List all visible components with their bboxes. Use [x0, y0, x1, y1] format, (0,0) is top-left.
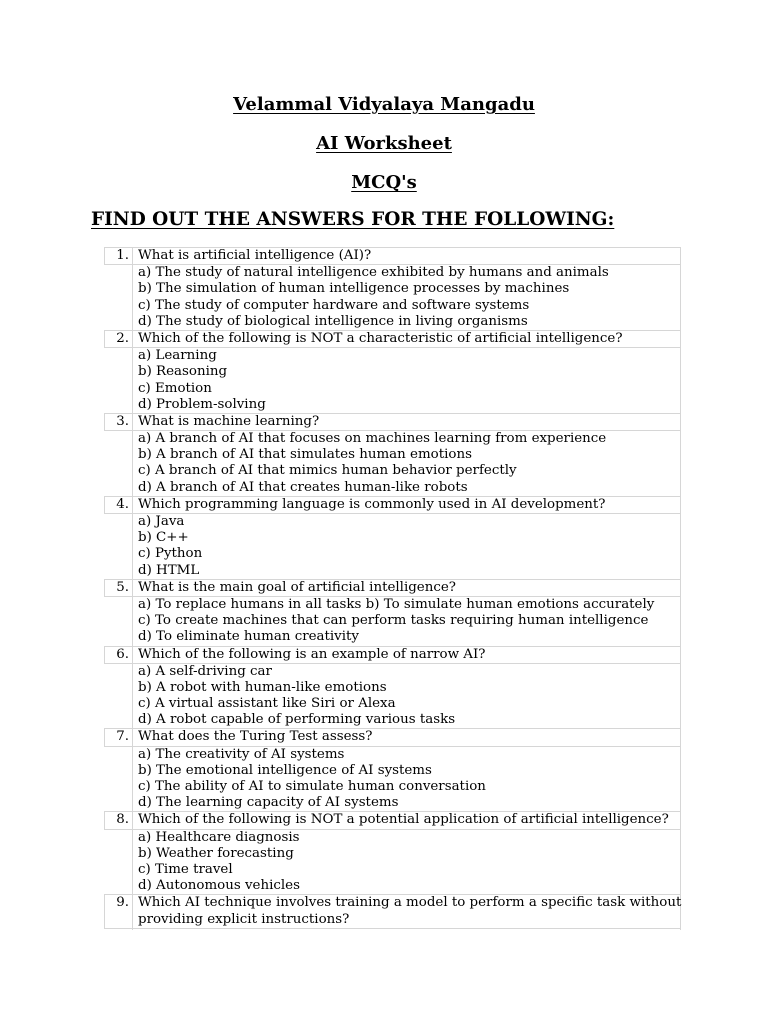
question-text-line: Which AI technique involves training a model to perform a specific task without — [138, 895, 682, 911]
question-text — [133, 729, 681, 746]
answer-option: a) A branch of AI that focuses on machines learning from experience — [138, 431, 607, 447]
questions-table — [104, 247, 681, 946]
answer-options — [133, 663, 681, 729]
options-row — [105, 663, 681, 729]
question-number-label: 8. — [116, 812, 129, 828]
answer-option: c) To create machines that can perform tasks requiring human intelligence — [138, 613, 649, 629]
question-row — [105, 248, 681, 265]
question-text — [133, 895, 681, 928]
question-row — [105, 413, 681, 430]
section-title: MCQ's — [351, 172, 417, 193]
question-row — [105, 729, 681, 746]
answer-option: d) Autonomous vehicles — [138, 878, 300, 894]
options-spacer — [105, 596, 133, 646]
question-row — [105, 812, 681, 829]
question-text-line: What is machine learning? — [138, 413, 320, 429]
answer-option: b) A branch of AI that simulates human emotions — [138, 447, 472, 463]
question-text — [133, 812, 681, 829]
question-number — [105, 895, 133, 928]
answer-option: a) A self-driving car — [138, 663, 272, 679]
question-text-line: providing explicit instructions? — [138, 911, 350, 927]
question-text-line: What is artificial intelligence (AI)? — [138, 248, 372, 263]
question-number — [105, 496, 133, 513]
question-number-label: 2. — [116, 330, 129, 346]
answer-option: d) Problem-solving — [138, 396, 266, 412]
answer-option: b) The emotional intelligence of AI systems — [138, 762, 432, 778]
worksheet-title: AI Worksheet — [316, 133, 452, 154]
options-spacer — [105, 431, 133, 497]
options-row — [105, 265, 681, 331]
options-row — [105, 829, 681, 895]
instruction-heading: FIND OUT THE ANSWERS FOR THE FOLLOWING: — [91, 209, 615, 230]
answer-option: c) Emotion — [138, 380, 212, 396]
question-text-line: Which of the following is an example of narrow AI? — [138, 646, 486, 662]
answer-option: c) The ability of AI to simulate human conversation — [138, 779, 486, 794]
answer-options — [133, 746, 681, 812]
question-number — [105, 330, 133, 347]
answer-option: a) The study of natural intelligence exhibited by humans and animals — [138, 265, 609, 281]
answer-option: a) Learning — [138, 348, 217, 364]
options-row — [105, 596, 681, 646]
question-text-line: Which of the following is NOT a potential application of artificial intelligence? — [138, 812, 669, 828]
question-number-label: 1. — [116, 248, 129, 263]
question-number — [105, 812, 133, 829]
question-number-label: 6. — [116, 646, 129, 662]
options-row — [105, 746, 681, 812]
question-text — [133, 496, 681, 513]
question-number-label: 9. — [116, 895, 129, 911]
options-row — [105, 431, 681, 497]
question-text-line: Which of the following is NOT a characteristic of artificial intelligence? — [138, 330, 623, 346]
question-text-line: What is the main goal of artificial intelligence? — [138, 579, 456, 595]
question-number-label: 5. — [116, 579, 129, 595]
options-spacer — [105, 265, 133, 331]
question-row — [105, 646, 681, 663]
question-text — [133, 330, 681, 347]
answer-options — [133, 431, 681, 497]
question-number — [105, 729, 133, 746]
options-spacer — [105, 829, 133, 895]
options-spacer — [105, 663, 133, 729]
question-number-label: 3. — [116, 413, 129, 429]
question-number — [105, 646, 133, 663]
answer-option: d) The study of biological intelligence in living organisms — [138, 313, 528, 329]
question-row — [105, 496, 681, 513]
answer-option: d) The learning capacity of AI systems — [138, 795, 399, 811]
answer-options — [133, 829, 681, 895]
answer-option: a) The creativity of AI systems — [138, 746, 345, 762]
answer-option: c) A branch of AI that mimics human behavior perfectly — [138, 463, 517, 479]
answer-option: a) Healthcare diagnosis — [138, 829, 300, 845]
question-number-label: 4. — [116, 496, 129, 512]
answer-option: c) Time travel — [138, 861, 233, 877]
answer-option: a) Java — [138, 514, 185, 529]
answer-options — [133, 514, 681, 580]
question-row — [105, 895, 681, 928]
answer-options — [133, 348, 681, 414]
answer-option: b) Weather forecasting — [138, 845, 294, 861]
question-number — [105, 579, 133, 596]
question-text — [133, 579, 681, 596]
answer-option: c) Python — [138, 546, 203, 562]
answer-option: d) A robot capable of performing various tasks — [138, 712, 456, 728]
options-row — [105, 514, 681, 580]
question-text — [133, 248, 681, 265]
answer-option: b) The simulation of human intelligence processes by machines — [138, 281, 570, 297]
question-text — [133, 413, 681, 430]
question-text-line: Which programming language is commonly used in AI development? — [138, 496, 606, 512]
page-bottom-margin — [0, 930, 768, 1024]
options-spacer — [105, 746, 133, 812]
options-spacer — [105, 514, 133, 580]
answer-option: a) To replace humans in all tasks b) To simulate human emotions accurately — [138, 596, 655, 612]
question-number — [105, 248, 133, 265]
question-number-label: 7. — [116, 729, 129, 745]
question-text — [133, 646, 681, 663]
answer-options — [133, 265, 681, 331]
question-text-line: What does the Turing Test assess? — [138, 729, 373, 745]
answer-option: d) A branch of AI that creates human-like robots — [138, 479, 468, 495]
question-row — [105, 330, 681, 347]
options-spacer — [105, 348, 133, 414]
answer-option: c) A virtual assistant like Siri or Alexa — [138, 696, 396, 712]
answer-option: b) C++ — [138, 530, 189, 546]
answer-option: d) HTML — [138, 562, 200, 578]
question-row — [105, 579, 681, 596]
school-name: Velammal Vidyalaya Mangadu — [233, 94, 535, 115]
answer-option: c) The study of computer hardware and software systems — [138, 297, 530, 313]
question-number — [105, 413, 133, 430]
answer-options — [133, 596, 681, 646]
answer-option: b) A robot with human-like emotions — [138, 679, 387, 695]
answer-option: b) Reasoning — [138, 364, 228, 380]
answer-option: d) To eliminate human creativity — [138, 629, 359, 645]
options-row — [105, 348, 681, 414]
